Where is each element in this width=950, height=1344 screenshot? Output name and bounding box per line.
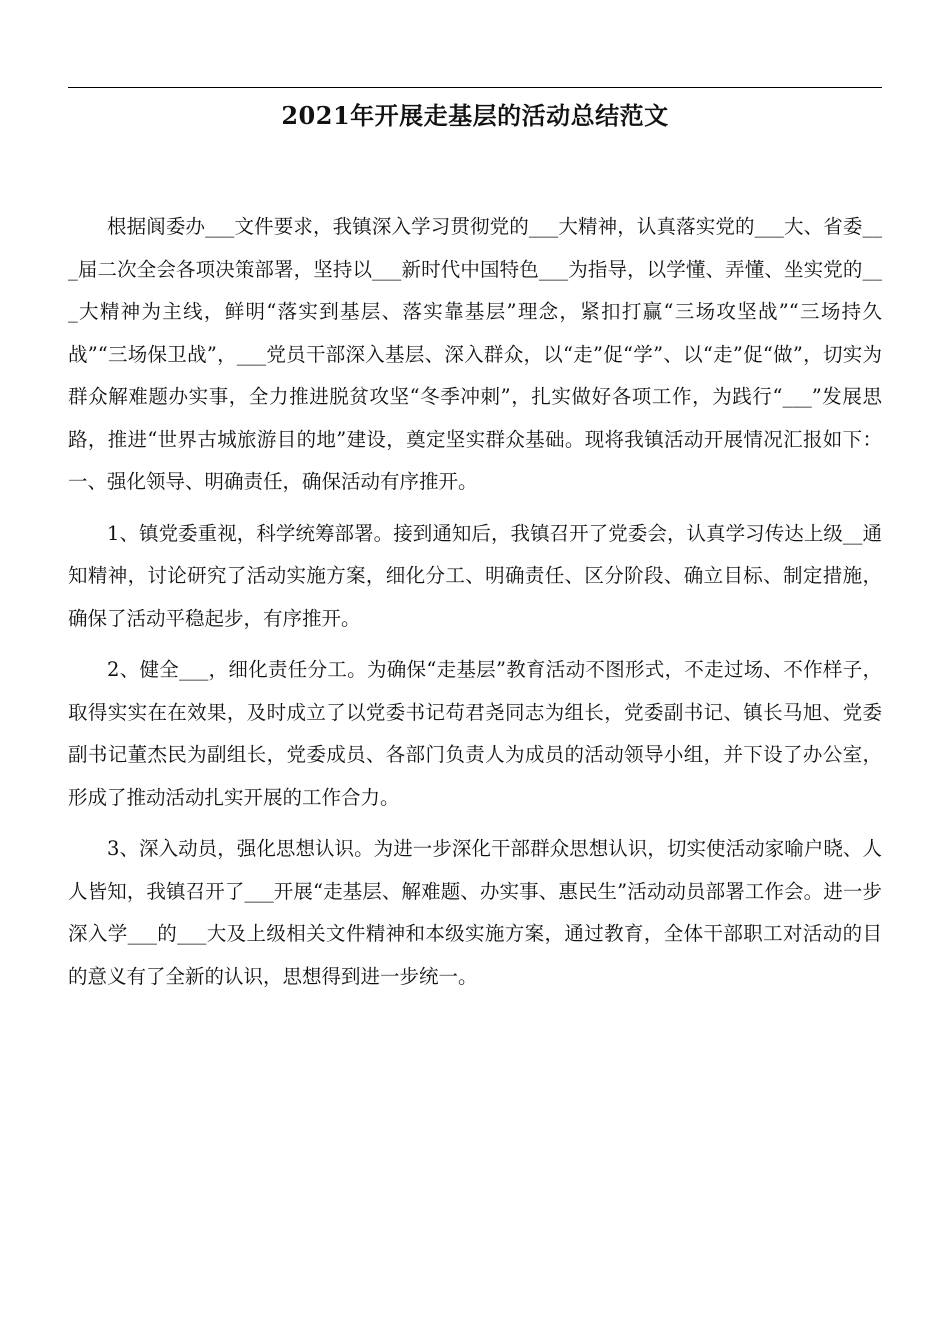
- paragraph-intro: 根据阆委办___文件要求，我镇深入学习贯彻党的___大精神，认真落实党的___大、省委___届二次全会各项决策部署，坚持以___新时代中国特色___为指导，以学懂、弄懂、坐实党的___大精神为主线，鲜明“落实到基层、落实靠基层”理念，紧扣打赢“三场攻坚战”“三场持久战”“三场保卫战”，___党员干部深入基层、深入群众，以“走”促“学”、以“走”促“做”，切实为群众解难题办实事，全力推进脱贫攻坚“冬季冲刺”，扎实做好各项工作，为践行“___”发展思路，推进“世界古城旅游目的地”建设，奠定坚实群众基础。现将我镇活动开展情况汇报如下： 一、强化领导、明确责任，确保活动有序推开。: [68, 215, 882, 493]
- paragraph-3: 3、深入动员，强化思想认识。为进一步深化干部群众思想认识，切实使活动家喻户晓、人人皆知，我镇召开了___开展“走基层、解难题、办实事、惠民生”活动动员部署工作会。进一步深入学___的___大及上级相关文件精神和本级实施方案，通过教育，全体干部职工对活动的目的意义有了全新的认识，思想得到进一步统一。: [68, 837, 882, 988]
- document-title: 2021年开展走基层的活动总结范文: [281, 101, 669, 130]
- document-body: [68, 206, 882, 1007]
- paragraph-2: 2、健全___，细化责任分工。为确保“走基层”教育活动不图形式，不走过场、不作样子，取得实实在在效果，及时成立了以党委书记苟君尧同志为组长，党委副书记、镇长马旭、党委副书记董杰民为副组长，党委成员、各部门负责人为成员的活动领导小组，并下设了办公室，形成了推动活动扎实开展的工作合力。: [68, 658, 882, 809]
- header-rule: [68, 87, 882, 88]
- paragraph-1: 1、镇党委重视，科学统筹部署。接到通知后，我镇召开了党委会，认真学习传达上级__通知精神，讨论研究了活动实施方案，细化分工、明确责任、区分阶段、确立目标、制定措施，确保了活动平稳起步，有序推开。: [68, 521, 882, 630]
